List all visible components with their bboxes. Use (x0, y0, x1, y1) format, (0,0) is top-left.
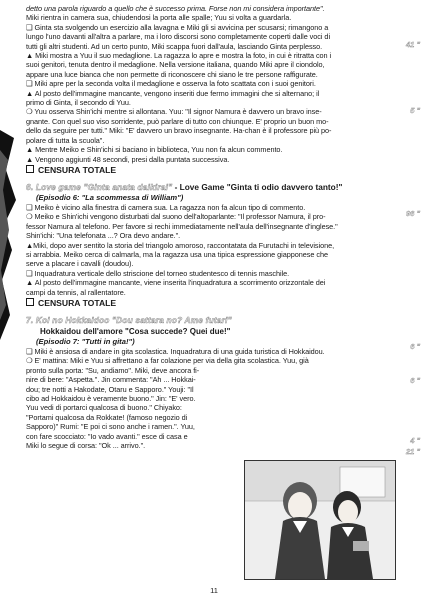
text-line: ❑ Miki apre per la seconda volta il medaglione e osserva la foto scattata con i suoi genitori. (26, 79, 316, 89)
margin-time-note: 4 " (410, 436, 420, 445)
paragraph-block (26, 347, 390, 450)
episode-title-italian: Hokkaidou dell'amore "Cosa succede? Quei due!" (40, 326, 231, 336)
text-line: cibo ad Hokkaidou è veramente buono." Jin: "E' vero. (26, 394, 196, 403)
censura-heading (26, 298, 390, 309)
text-line: Shin'ichi: "Una telefonata ...? Ora devo andare.". (26, 231, 181, 241)
episode-subtitle: (Episodio 7: "Tutti in gita!") (36, 336, 135, 346)
text-line: nire di bere: "Aspetta.". Jin commenta: "Ah ... Hokkai- (26, 375, 196, 385)
episode-title (26, 182, 390, 193)
margin-time-note: 96 " (406, 209, 420, 218)
text-line: si arrabbia. Meiko cerca di calmarla, ma la ragazza usa una tipica espressione giapponese che (26, 249, 328, 259)
checkbox-square-icon (26, 298, 34, 306)
document-body (26, 4, 390, 450)
text-line: con fare scocciato: "Io vado avanti." esce di casa e (26, 431, 188, 441)
paragraph-block (26, 23, 390, 164)
censura-heading (26, 165, 390, 176)
text-line: ▲ Mentre Meiko e Shin'ichi si baciano in biblioteca, Yuu non fa alcun commento. (26, 145, 283, 155)
text-line: polare di tutta la scuola". (26, 135, 105, 145)
episode-title-italian: - Love Game "Ginta ti odio davvero tanto!" (172, 181, 343, 192)
text-line: ❍ E' mattina: Miki e Yuu si affrettano a far colazione per via della gita scolastica. Yuu, già (26, 356, 309, 366)
text-line: dello da seguire per tutti." Miki: "E' davvero un bravo insegnante. Ha-chan è il professore più po- (26, 126, 332, 136)
text-line: campi da tennis, al rallentatore. (26, 287, 126, 297)
margin-time-note: 5 " (410, 106, 420, 115)
text-line: detto una parola riguardo a quello che è successo prima. Forse non mi considera importante". (26, 4, 325, 13)
episode-title-original: 7. Koi no Hokkaidoo "Dou sattara no? Ame futari" (26, 314, 232, 325)
text-line: gnante. Con quel suo viso sorridente, può parlare di tutto con chiunque. E' proprio un buon mo- (26, 116, 329, 126)
side-illustration (0, 130, 18, 340)
censura-label: CENSURA TOTALE (38, 164, 117, 175)
text-line: ▲ Vengono aggiunti 48 secondi, presi dalla puntata successiva. (26, 154, 230, 164)
checkbox-square-icon (26, 165, 34, 173)
text-line: ❍ Meiko e Shin'ichi vengono disturbati dal suono dell'altoparlante: "Il professor Namura, il pro- (26, 212, 326, 222)
margin-time-note: 6 " (410, 342, 420, 351)
paragraph-block (26, 4, 390, 23)
text-line: ❑ Meiko è vicino alla finestra di camera sua. La ragazza non fa alcun tipo di commento. (26, 202, 306, 212)
text-line: ▲ Al posto dell'immagine mancante, vengono inseriti due fermo immagini che si alternano; il (26, 88, 320, 98)
text-line: ❑ Miki è ansiosa di andare in gita scolastica. Inquadratura di una guida turistica di Hokkaidou. (26, 346, 325, 356)
margin-time-note: 6 " (410, 376, 420, 385)
text-line: pronto sulla porta: "Su, andiamo". Miki, deve ancora fi- (26, 365, 200, 375)
page-number: 11 (210, 586, 218, 595)
text-line: tutti gli altri studenti. Ad un certo punto, Miki scappa fuori dall'aula, lasciando Ginta perplesso. (26, 41, 323, 51)
episode-subtitle: (Episodio 6: "La scommessa di William") (36, 192, 184, 202)
text-line: serve a placare i cavalli (doudou). (26, 259, 134, 269)
censura-label: CENSURA TOTALE (38, 297, 117, 308)
episode-screenshot-image (244, 460, 396, 580)
text-line: Sapporo)" Rumi: "E poi ci sono anche i ramen.". Yuu, (26, 422, 195, 432)
text-line: ▲ Miki mostra a Yuu il suo medaglione. La ragazza lo apre e mostra la foto, in cui è ritratta con i (26, 51, 332, 61)
text-line: appare una luce bianca che non permette di riconoscere chi siano le tre persone raffigurate. (26, 69, 318, 79)
text-line: ▲Miki, dopo aver sentito la storia del triangolo amoroso, raccontatata da Furutachi in televisione, (26, 240, 335, 250)
text-line: "Portami qualcosa da Rokkate! (famoso negozio di (26, 412, 188, 422)
text-line: ▲ Al posto dell'immagine mancante, viene inserita l'inquadratura a scorrimento orizzontale dei (26, 278, 326, 288)
text-line: ❑ Inquadratura verticale dello striscione del torneo studentesco di tennis maschile. (26, 268, 290, 278)
text-line: Miki lo segue di corsa: "Ok ... arrivo.". (26, 441, 146, 451)
text-line: ❍ Yuu osserva Shin'ichi mentre si allontana. Yuu: "Il signor Namura è davvero un bravo inse- (26, 107, 322, 117)
text-line: lungo l'uno davanti all'altra a parlare, ma i loro discorsi sono completamente coperti dalle voci di (26, 32, 331, 42)
paragraph-block (26, 203, 390, 297)
text-line: suoi genitori, tenuta dentro il medaglione. Nella versione italiana, quando Miki apre il ciondolo, (26, 60, 325, 70)
text-line: dou; tre notti a Hakodate, Otaru e Sapporo." Youji: "Il (26, 384, 194, 394)
text-line: primo di Ginta, il secondo di Yuu. (26, 98, 131, 108)
margin-time-note: 41 " (406, 40, 420, 49)
text-line: fessor Namura al telefono. Per favore si rechi immediatamente nell'aula dell'insegnante d'inglese." (26, 221, 338, 231)
text-line: ❑ Ginta sta svolgendo un esercizio alla lavagna e Miki gli si avvicina per scusarsi; rimangono a (26, 22, 329, 32)
margin-time-note: 21 " (406, 447, 420, 456)
episode-title (26, 315, 390, 326)
episode-title-original: 6. Love game "Ginta anata daikirai" (26, 181, 173, 192)
text-line: Miki rientra in camera sua, chiudendosi la porta alle spalle; Yuu si volta a guardarla. (26, 13, 292, 23)
text-line: Yuu vedi di portarci qualcosa di buono." Chiyako: (26, 403, 182, 413)
